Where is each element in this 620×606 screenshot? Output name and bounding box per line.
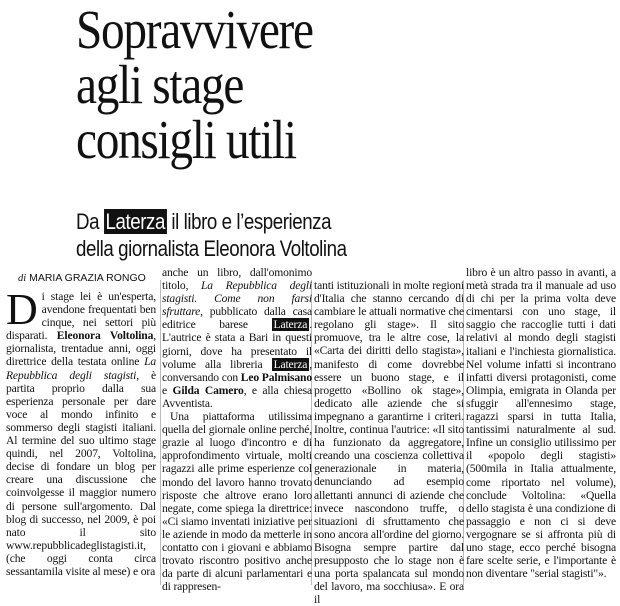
publication-title: La Repubblica degli stagisti — [6, 355, 157, 382]
article-headline — [76, 0, 523, 170]
person-name: Eleonora Voltolina — [56, 329, 154, 343]
text-run: , e alla chiesa Avventista. — [162, 383, 312, 410]
text-run: , giornalista, trentadue anni, oggi direttrice della testata online — [6, 329, 157, 369]
text-run: , conversando con — [162, 357, 313, 384]
paragraph: Una piattaforma utilissima quella del giornale online perché, grazie al luogo d'incontro e di approfondimento virtuale, molti ragazzi alle prime esperienze col mondo del lavoro hanno trovato risposte che altrove erano loro negate, come spiega la direttrice: «Ci siamo inventati iniziative per le aziende in modo da metterle in contatto con i giovani e abbiamo trovato riscontro positivo anche da parte di alcuni parlamentari e di rappresen- — [162, 410, 312, 594]
text-run: . L'autrice è stata a Bari in questi giorni, dove ha presentato il volume alla libreria — [162, 318, 312, 371]
subheadline-post: il libro e l’esperienza — [171, 209, 332, 234]
text-run: anche un libro, dall'omonimo titolo, — [162, 266, 312, 293]
book-title: La Repubblica degli stagisti. Come non farsi sfruttare — [162, 279, 312, 319]
publisher-highlight: Laterza — [273, 357, 308, 371]
text-run: , è partita proprio dalla sua esperienza personale per dare voce al mondo infinito e sommerso degli stagisti italiani. Al termine del suo ultimo stage quindi, nel 2007, Voltolina, decise di fondare un blog per creare una discussione che coinvolgesse il maggior numero di persone sull'argomento. Dal blog di successo, nel 2009, è poi nato il sito www.repubblicadeglistagisti.it, (che oggi conta circa sessantamila visite al mese) e ora — [6, 368, 157, 578]
byline-author: MARIA GRAZIA RONGO — [29, 272, 146, 284]
paragraph — [6, 285, 157, 578]
person-name: Leo Palmisano — [240, 370, 312, 384]
article-column-3 — [314, 279, 464, 606]
headline-line-2: agli stage — [76, 54, 244, 115]
publisher-highlight: Laterza — [273, 318, 308, 332]
paragraph: tanti istituzionali in molte regioni d'Italia che stanno cercando di cambiare le attuali normative che regolano gli stage». Il sito promuove, tra le altre cose, la «Carta dei diritti dello stagista», manifesto di come dovrebbe essere un buono stage, e il progetto «Bollino ok stage», dedicato alle aziende che si impegnano a garantirne i criteri. Inoltre, continua l'autrice: «Il sito ha funzionato da aggregatore, creando una coscienza collettiva generazionale in materia, denunciando ad esempio allettanti annunci di aziende che invece nascondono truffe, o situazioni di sfruttamento che sono ancora all'ordine del giorno. Bisogna sempre partire dal presupposto che lo stage non è una porta spalancata sul mondo del lavoro, ma socchiusa». E ora il — [314, 279, 464, 606]
subheadline-line-1 — [76, 208, 347, 235]
paragraph: libro è un altro passo in avanti, a metà strada tra il manuale ad uso di chi per la prima volta deve cimentarsi con uno stage, il saggio che raccoglie tutti i dati relativi al mondo degli stagisti italiani e l'inchiesta giornalistica. Nel volume infatti si incontrano infatti diversi protagonisti, come Olimpia, emigrata in Olanda per sfuggir all'ennesimo stage, ragazzi sparsi in tutta Italia, tantissimi naturalmente al sud. Infine un consiglio utilissimo per il «popolo degli stagisti» (500mila in Italia attualmente, come riportato nel volume), conclude Voltolina: «Quella dello stagista è una condizione di passaggio e non ci si deve vergognare se si affronta più di uno stage, ecco perché bisogna fare scelte serie, e l'importante è non diventare "serial stagisti"». — [466, 266, 616, 581]
article-subheadline — [76, 208, 347, 262]
column-divider — [160, 280, 161, 585]
drop-cap: D — [6, 285, 38, 334]
subheadline-pre: Da — [76, 209, 100, 234]
subheadline-line-2: della giornalista Eleonora Voltolina — [76, 236, 347, 261]
article-column-2 — [162, 266, 312, 593]
article-column-4 — [466, 266, 616, 580]
text-run: , pubblicato dalla casa editrice barese — [162, 305, 312, 332]
headline-line-3: consigli utili — [76, 109, 296, 170]
article-column-1 — [6, 285, 157, 578]
person-name: Gilda Camero — [172, 383, 244, 397]
text-run: e — [162, 383, 167, 397]
byline — [18, 272, 146, 284]
headline-line-1: Sopravvivere — [76, 0, 313, 60]
publisher-highlight: Laterza — [105, 209, 165, 234]
paragraph — [162, 266, 312, 410]
byline-prefix: di — [18, 273, 27, 284]
text-run: i stage lei è un'esperta, avendone frequentati ben cinque, nei settori più disparati. — [6, 290, 156, 343]
